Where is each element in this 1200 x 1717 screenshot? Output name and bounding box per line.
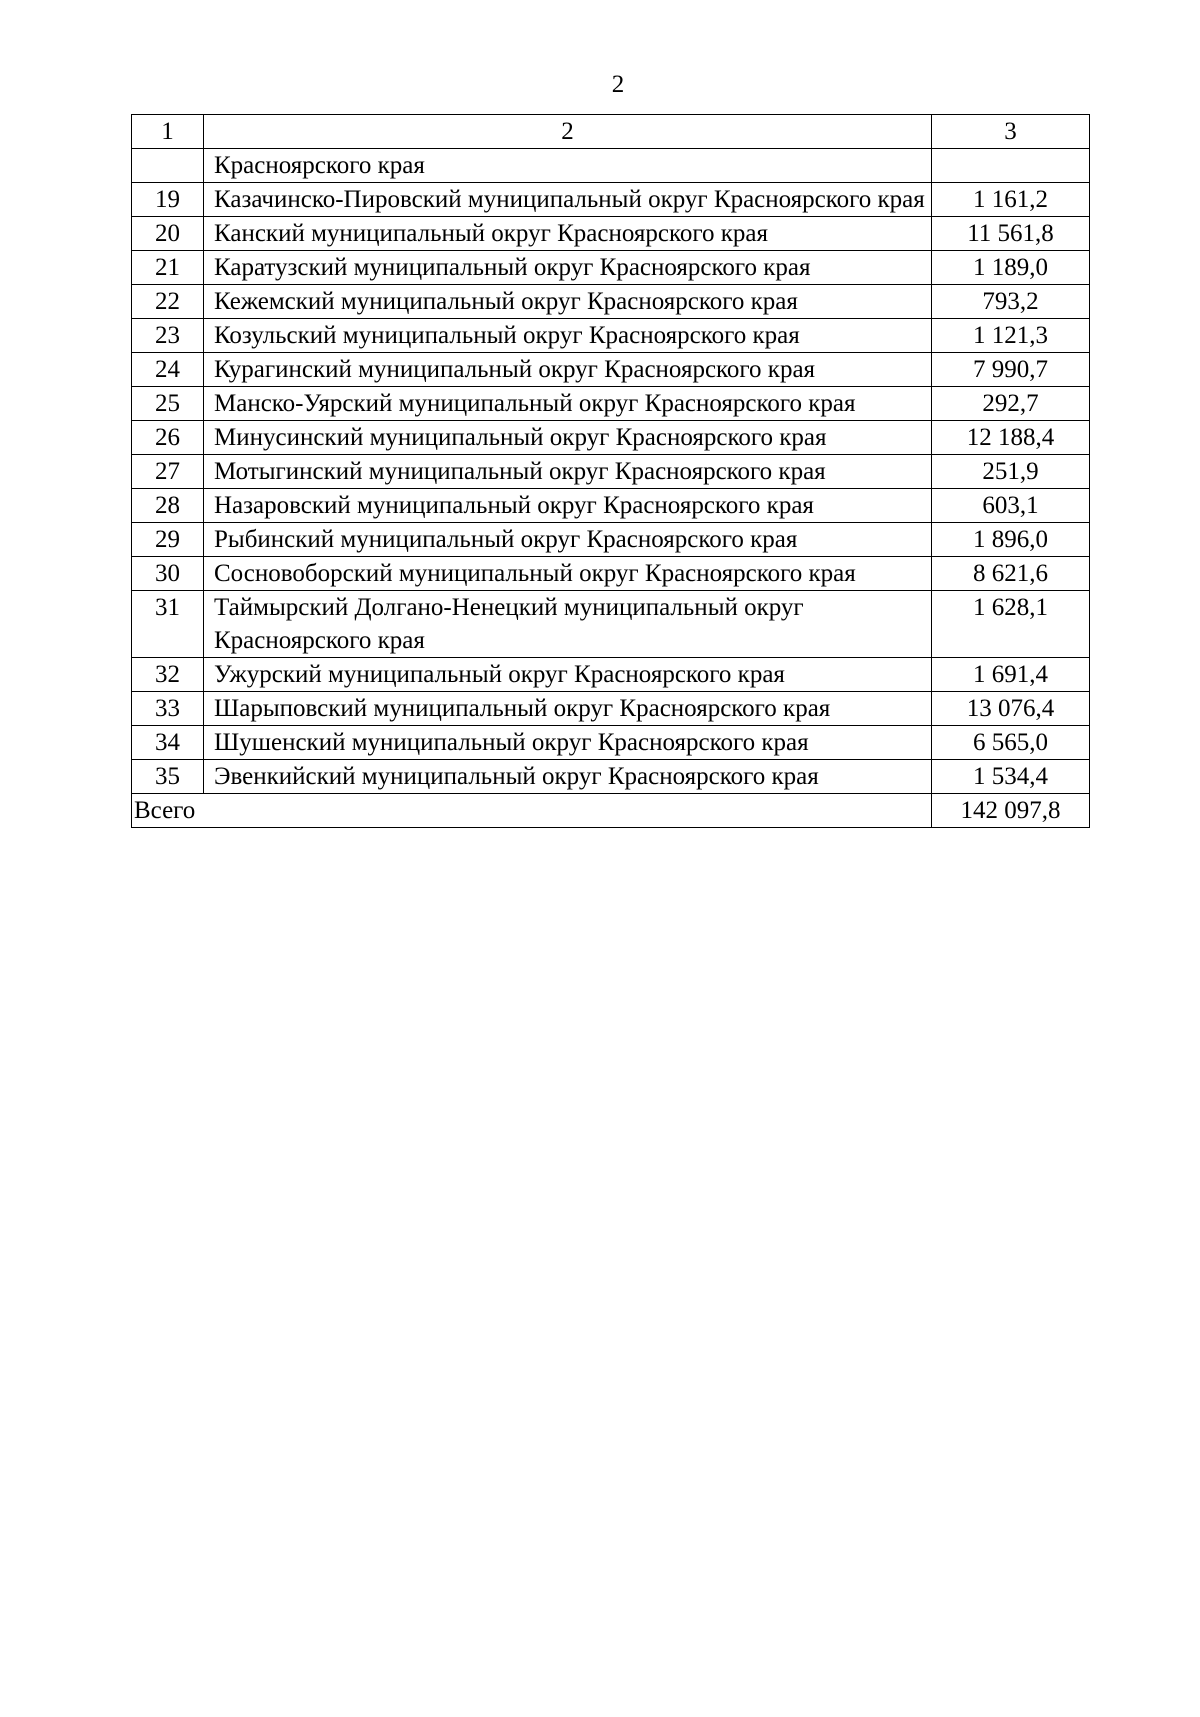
row-name: Курагинский муниципальный округ Красноярского края <box>204 353 932 387</box>
row-name: Каратузский муниципальный округ Красноярского края <box>204 251 932 285</box>
table-row <box>132 285 1090 319</box>
row-number: 19 <box>132 183 204 217</box>
table-row <box>132 726 1090 760</box>
row-name: Таймырский Долгано-Ненецкий муниципальный округ Красноярского края <box>204 591 932 658</box>
row-value: 603,1 <box>932 489 1090 523</box>
table-row <box>132 760 1090 794</box>
row-number: 29 <box>132 523 204 557</box>
row-value: 1 628,1 <box>932 591 1090 658</box>
row-number <box>132 149 204 183</box>
row-name: Козульский муниципальный округ Красноярского края <box>204 319 932 353</box>
row-number: 33 <box>132 692 204 726</box>
table-row <box>132 387 1090 421</box>
table-row <box>132 319 1090 353</box>
row-name: Мотыгинский муниципальный округ Красноярского края <box>204 455 932 489</box>
row-name: Сосновоборский муниципальный округ Красноярского края <box>204 557 932 591</box>
row-name: Канский муниципальный округ Красноярского края <box>204 217 932 251</box>
page-number: 2 <box>611 71 625 98</box>
table-row-continuation <box>132 149 1090 183</box>
row-value: 251,9 <box>932 455 1090 489</box>
table-row <box>132 183 1090 217</box>
table-row <box>132 217 1090 251</box>
row-number: 31 <box>132 591 204 658</box>
row-value: 1 691,4 <box>932 658 1090 692</box>
row-value <box>932 149 1090 183</box>
table-row <box>132 353 1090 387</box>
total-label: Всего <box>132 794 932 828</box>
allocation-table <box>131 114 1090 828</box>
row-name: Шушенский муниципальный округ Красноярского края <box>204 726 932 760</box>
table-row <box>132 489 1090 523</box>
row-name: Ужурский муниципальный округ Красноярского края <box>204 658 932 692</box>
row-number: 35 <box>132 760 204 794</box>
row-value: 8 621,6 <box>932 557 1090 591</box>
row-name: Минусинский муниципальный округ Красноярского края <box>204 421 932 455</box>
table-total-row <box>132 794 1090 828</box>
row-value: 13 076,4 <box>932 692 1090 726</box>
row-value: 793,2 <box>932 285 1090 319</box>
row-number: 23 <box>132 319 204 353</box>
row-name: Манско-Уярский муниципальный округ Красноярского края <box>204 387 932 421</box>
row-value: 11 561,8 <box>932 217 1090 251</box>
row-number: 25 <box>132 387 204 421</box>
row-name: Казачинско-Пировский муниципальный округ Красноярского края <box>204 183 932 217</box>
column-header-name: 2 <box>204 115 932 149</box>
row-number: 20 <box>132 217 204 251</box>
row-name: Красноярского края <box>204 149 932 183</box>
table-row <box>132 692 1090 726</box>
row-number: 26 <box>132 421 204 455</box>
row-value: 7 990,7 <box>932 353 1090 387</box>
row-value: 1 534,4 <box>932 760 1090 794</box>
row-name: Рыбинский муниципальный округ Красноярского края <box>204 523 932 557</box>
row-value: 1 121,3 <box>932 319 1090 353</box>
row-number: 27 <box>132 455 204 489</box>
row-name: Шарыповский муниципальный округ Красноярского края <box>204 692 932 726</box>
row-number: 30 <box>132 557 204 591</box>
row-number: 22 <box>132 285 204 319</box>
column-header-value: 3 <box>932 115 1090 149</box>
row-number: 32 <box>132 658 204 692</box>
table-row <box>132 557 1090 591</box>
table-row <box>132 251 1090 285</box>
column-header-number: 1 <box>132 115 204 149</box>
row-value: 292,7 <box>932 387 1090 421</box>
table-row <box>132 455 1090 489</box>
table-header-row <box>132 115 1090 149</box>
row-number: 34 <box>132 726 204 760</box>
row-value: 1 189,0 <box>932 251 1090 285</box>
row-value: 12 188,4 <box>932 421 1090 455</box>
row-number: 24 <box>132 353 204 387</box>
table-body <box>132 115 1090 828</box>
row-value: 1 161,2 <box>932 183 1090 217</box>
row-value: 6 565,0 <box>932 726 1090 760</box>
table-row <box>132 421 1090 455</box>
row-number: 21 <box>132 251 204 285</box>
row-name: Эвенкийский муниципальный округ Красноярского края <box>204 760 932 794</box>
table-row <box>132 523 1090 557</box>
total-value: 142 097,8 <box>932 794 1090 828</box>
row-name: Назаровский муниципальный округ Красноярского края <box>204 489 932 523</box>
row-name: Кежемский муниципальный округ Красноярского края <box>204 285 932 319</box>
table-row <box>132 658 1090 692</box>
row-number: 28 <box>132 489 204 523</box>
table-row <box>132 591 1090 658</box>
row-value: 1 896,0 <box>932 523 1090 557</box>
